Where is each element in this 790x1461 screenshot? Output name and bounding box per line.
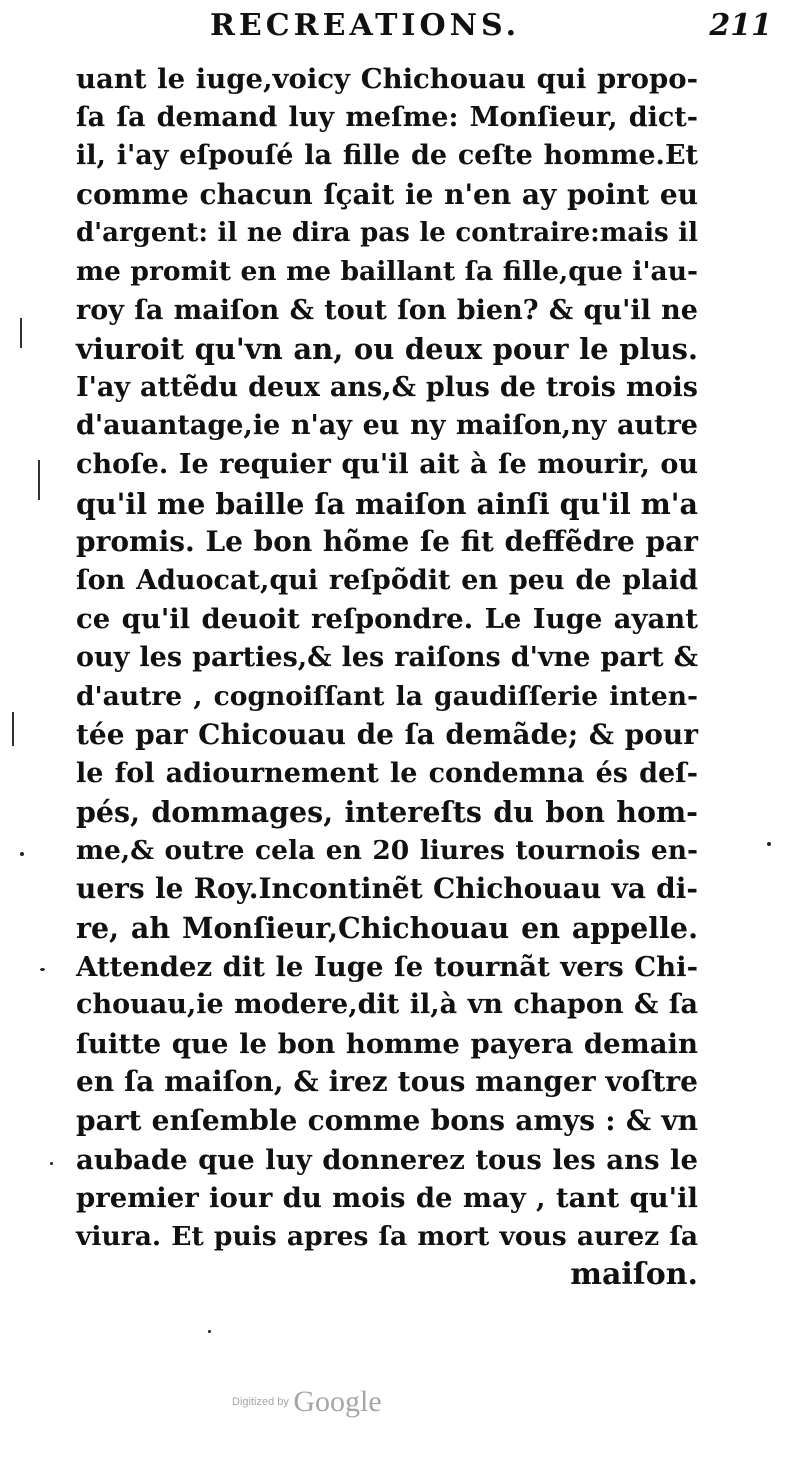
text-line: ſa ſa demand luy meſme: Monſieur, dict-	[76, 101, 698, 133]
text-line: Attendez dit le Iuge ſe tournãt vers Chi-	[76, 950, 698, 983]
text-line: ouy les parties,& les raiſons d'vne part &	[76, 641, 698, 673]
text-line: me,& outre cela en 20 liures tournois en-	[76, 834, 698, 866]
text-line: me promit en me baillant ſa fille,que i'au-	[76, 255, 698, 287]
scan-mark	[12, 712, 14, 746]
text-line: tée par Chicouau de ſa demãde; & pour	[76, 718, 698, 752]
text-line: part enſemble comme bons amys : & vn	[76, 1104, 698, 1138]
text-line: re, ah Monſieur,Chichouau en appelle.	[76, 911, 698, 946]
text-line: viuroit qu'vn an, ou deux pour le plus.	[76, 332, 698, 367]
text-line: d'auantage,ie n'ay eu ny maiſon,ny autre	[76, 410, 698, 442]
body-text	[76, 60, 698, 1295]
text-line: promis. Le bon hõme ſe fit deffẽdre par	[76, 525, 698, 559]
text-line: uant le iuge,voicy Chichouau qui propo-	[76, 63, 698, 95]
scan-speck	[50, 1162, 53, 1165]
text-line-final: maiſon.	[570, 1257, 698, 1293]
text-line: premier iour du mois de may , tant qu'il	[76, 1182, 698, 1215]
text-line: ſon Aduocat,qui reſpõdit en peu de plaid	[76, 564, 698, 596]
text-line: pés, dommages, intereſts du bon hom-	[76, 795, 698, 830]
text-line: chouau,ie modere,dit il,à vn chapon & ſa	[76, 989, 698, 1021]
text-line: ſuitte que le bon homme payera demain	[76, 1027, 698, 1060]
watermark-prefix: Digitized by	[232, 1396, 289, 1408]
watermark-brand: Google	[293, 1385, 382, 1418]
scan-speck	[20, 852, 24, 856]
scan-speck	[208, 1330, 211, 1333]
text-line: I'ay attẽdu deux ans,& plus de trois mois	[76, 371, 698, 403]
text-line: aubade que luy donnerez tous les ans le	[76, 1143, 698, 1176]
text-line: qu'il me baille ſa maiſon ainſi qu'il m'a	[76, 486, 698, 521]
text-line: le fol adiournement le condemna és deſ-	[76, 757, 698, 789]
scan-mark	[20, 318, 22, 348]
text-line: ce qu'il deuoit reſpondre. Le Iuge ayant	[76, 603, 698, 636]
running-head: RECREATIONS.	[210, 8, 521, 43]
text-line: choſe. Ie requier qu'il ait à ſe mourir, ou	[76, 448, 698, 480]
page-number: 211	[709, 8, 772, 43]
text-line: comme chacun ſçait ie n'en ay point eu	[76, 177, 698, 211]
text-line: d'argent: il ne dira pas le contraire:mais il	[76, 218, 698, 249]
digitization-watermark	[232, 1385, 382, 1419]
scan-speck	[767, 842, 771, 846]
scan-mark	[38, 460, 40, 500]
text-line: viura. Et puis apres ſa mort vous aurez ſa	[76, 1220, 698, 1252]
text-line: d'autre , cognoiſſant la gaudiſſerie inten-	[76, 680, 698, 712]
text-line: il, i'ay eſpouſé la fille de ceſte homme.Et	[76, 140, 698, 172]
scan-speck	[40, 968, 45, 971]
text-line: en ſa maiſon, & irez tous manger voſtre	[76, 1065, 698, 1099]
text-line: uers le Roy.Incontinẽt Chichouau va di-	[76, 872, 698, 906]
text-line: roy ſa maiſon & tout ſon bien? & qu'il ne	[76, 294, 698, 326]
